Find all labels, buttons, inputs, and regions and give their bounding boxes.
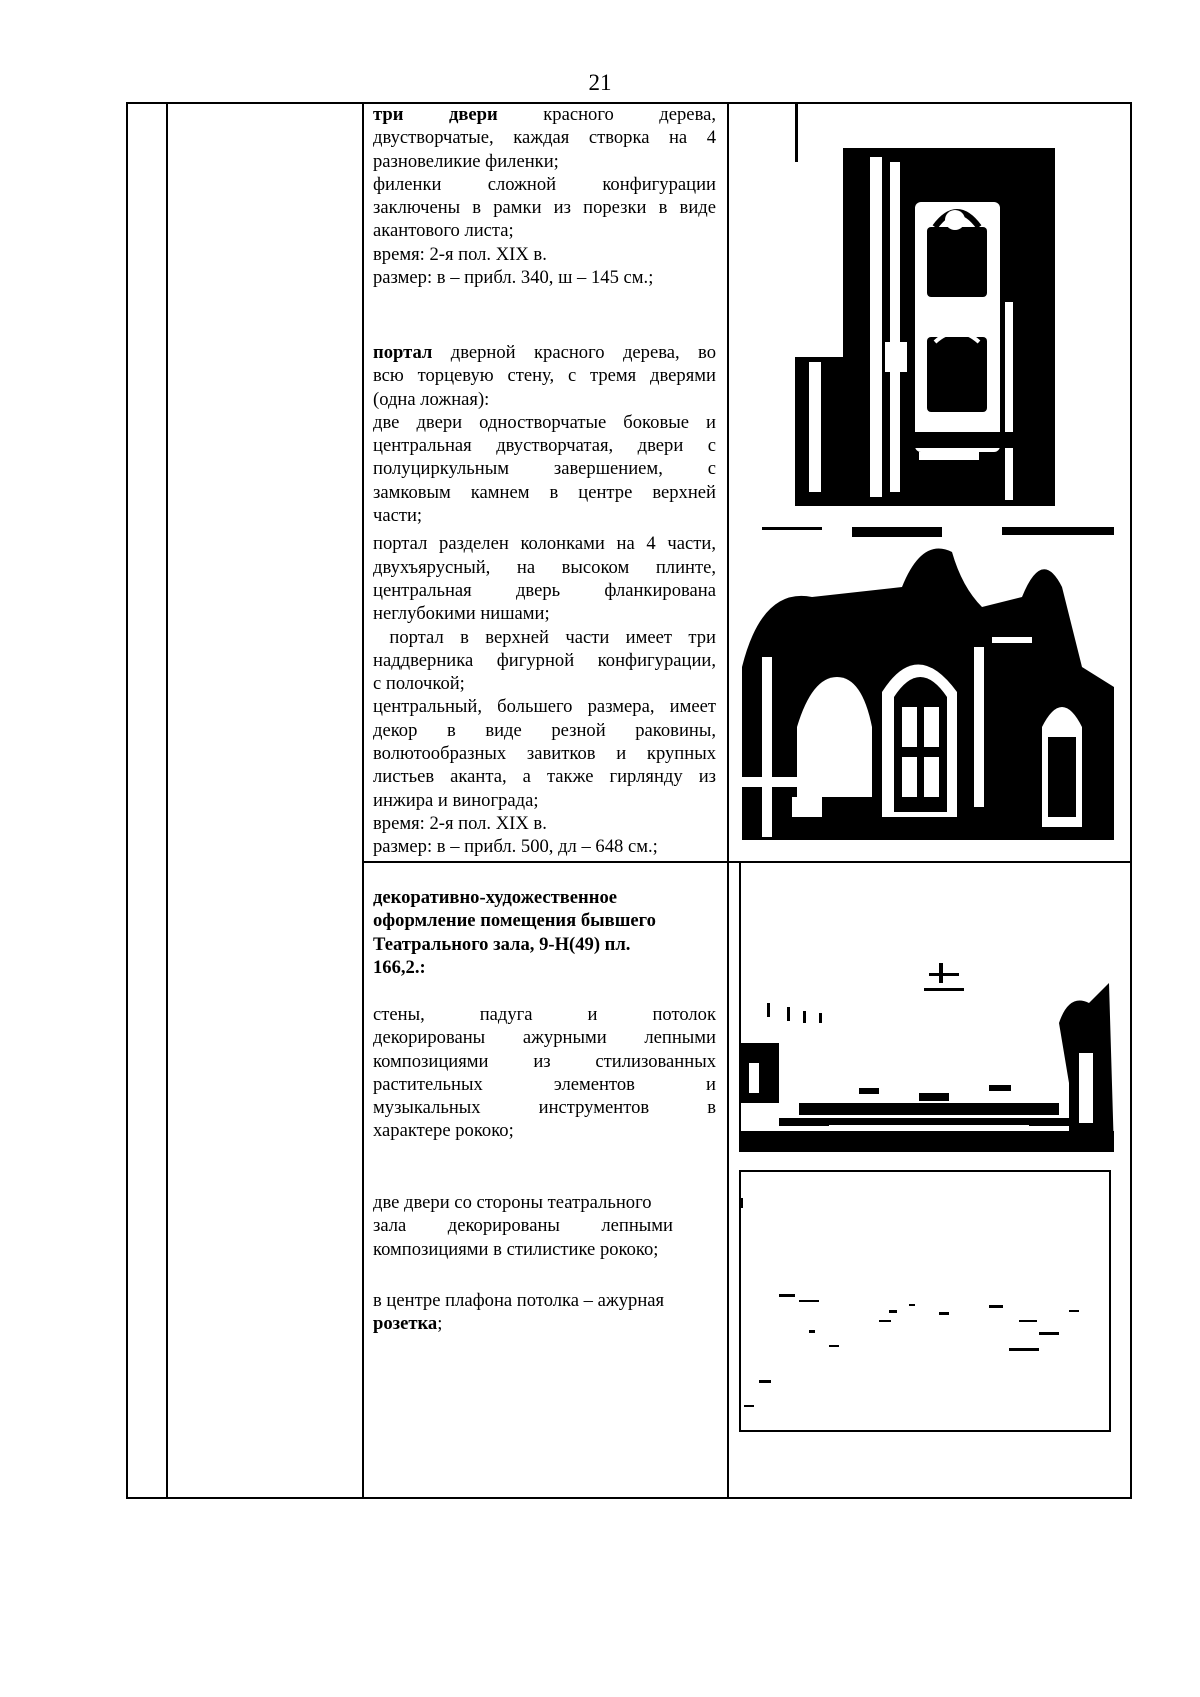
- walls-line-2: декорированы ажурными лепными: [373, 1027, 716, 1049]
- doors-line-5: заключены в рамки из порезки в виде: [373, 197, 716, 219]
- ceiling-photo: [739, 1170, 1111, 1432]
- portal-title: портал: [373, 342, 433, 363]
- portal-time: время: 2-я пол. XIX в.: [373, 812, 547, 834]
- portal-line-1: дверной красного дерева, во: [450, 342, 716, 363]
- ceiling-image: [739, 1170, 1111, 1432]
- portal-description: [373, 341, 716, 859]
- doors-line-1: красного дерева,: [543, 104, 716, 125]
- walls-line-3: композициями из стилизованных: [373, 1050, 716, 1072]
- hall-heading-line-3: Театрального зала, 9-Н(49) пл.: [373, 933, 631, 955]
- portal-line-19: листьев аканта, а также гирлянду из: [373, 766, 716, 788]
- doors-line-6: акантового листа;: [373, 220, 514, 242]
- hall-heading: [373, 886, 716, 979]
- walls-line-4: растительных элементов и: [373, 1073, 716, 1095]
- doors-title: три двери: [373, 104, 498, 125]
- portal-size: размер: в – прибл. 500, дл – 648 см.;: [373, 836, 658, 858]
- portal-line-9: портал разделен колонками на 4 части,: [373, 533, 716, 555]
- portal-photo: [742, 527, 1114, 840]
- portal-line-5: центральная двустворчатая, двери с: [373, 435, 716, 457]
- door-image: [795, 102, 1055, 506]
- walls-line-5: музыкальных инструментов в: [373, 1097, 716, 1119]
- page-number: 21: [588, 70, 612, 95]
- hall-heading-line-4: 166,2.:: [373, 956, 426, 978]
- portal-line-3: (одна ложная):: [373, 388, 490, 410]
- portal-line-12: неглубокими нишами;: [373, 603, 550, 625]
- portal-line-18: волютообразных завитков и крупных: [373, 743, 716, 765]
- portal-line-20: инжира и винограда;: [373, 789, 539, 811]
- hall-heading-line-2: оформление помещения бывшего: [373, 910, 656, 932]
- rosette-line-1: в центре плафона потолка – ажурная: [373, 1290, 665, 1311]
- portal-line-15: с полочкой;: [373, 673, 465, 695]
- rosette-word: розетка: [373, 1313, 438, 1335]
- doors-line-3: разновеликие филенки;: [373, 150, 559, 172]
- hall-photo: [739, 863, 1114, 1152]
- doors-size: размер: в – прибл. 340, ш – 145 см.;: [373, 267, 654, 289]
- hall-image: [739, 863, 1114, 1152]
- doors-line-2: двустворчатые, каждая створка на 4: [373, 127, 716, 149]
- portal-line-17: декор в виде резной раковины,: [373, 719, 716, 741]
- portal-line-10: двухъярусный, на высоком плинте,: [373, 556, 716, 578]
- portal-line-14: наддверника фигурной конфигурации,: [373, 649, 716, 671]
- hall-doors-description: [373, 1191, 716, 1261]
- portal-line-13: портал в верхней части имеет три: [373, 626, 716, 648]
- hall-doors-line-3: композициями в стилистике рококо;: [373, 1238, 659, 1260]
- walls-description: [373, 1003, 716, 1143]
- portal-image: [742, 527, 1114, 840]
- portal-line-2: всю торцевую стену, с тремя дверями: [373, 365, 716, 387]
- door-photo: [795, 102, 1055, 506]
- doors-time: время: 2-я пол. XIX в.: [373, 243, 547, 265]
- rosette-line-end: ;: [437, 1313, 443, 1335]
- portal-line-4: две двери одностворчатые боковые и: [373, 411, 716, 433]
- portal-line-6: полуциркульным завершением, с: [373, 458, 716, 480]
- hall-doors-line-1: две двери со стороны театрального: [373, 1192, 652, 1213]
- walls-line-1: стены, падуга и потолок: [373, 1004, 716, 1025]
- portal-line-16: центральный, большего размера, имеет: [373, 696, 716, 718]
- hall-doors-line-2: зала декорированы лепными: [373, 1215, 673, 1237]
- portal-line-8: части;: [373, 505, 423, 527]
- portal-line-11: центральная дверь фланкирована: [373, 579, 716, 601]
- walls-line-6: характере рококо;: [373, 1120, 514, 1142]
- hall-heading-line-1: декоративно-художественное: [373, 887, 617, 908]
- doors-line-4: филенки сложной конфигурации: [373, 173, 716, 195]
- portal-line-7: замковым камнем в центре верхней: [373, 481, 716, 503]
- doors-description: [373, 103, 716, 289]
- rosette-description: [373, 1289, 716, 1336]
